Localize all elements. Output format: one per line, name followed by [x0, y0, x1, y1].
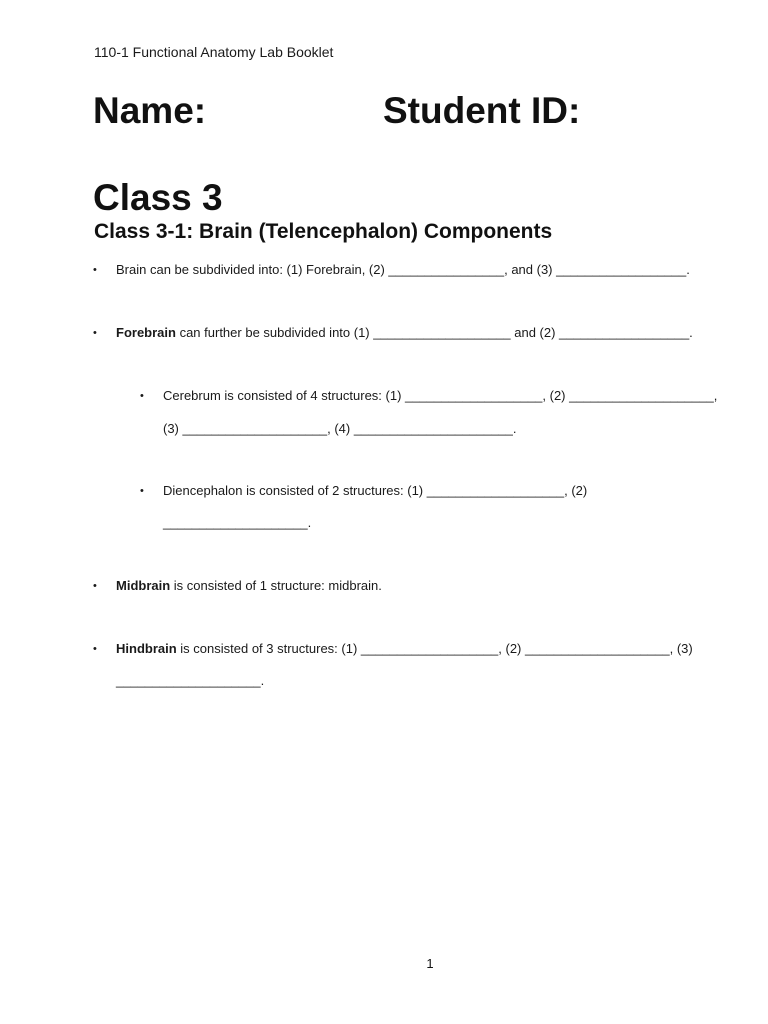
- hindbrain-term: Hindbrain: [116, 641, 177, 656]
- bullet-dot-icon: •: [93, 327, 97, 339]
- hindbrain-item-line2: ____________________.: [116, 673, 265, 688]
- hindbrain-text: is consisted of 3 structures: (1) ___________________, (2) ____________________, (3): [176, 641, 693, 656]
- bullet-dot-icon: •: [93, 264, 97, 276]
- forebrain-term: Forebrain: [116, 325, 176, 340]
- diencephalon-item-line1: Diencephalon is consisted of 2 structures: (1) ___________________, (2): [163, 483, 588, 498]
- midbrain-term: Midbrain: [116, 578, 171, 593]
- class-title: Class 3: [93, 177, 223, 218]
- bullet-dot-icon: •: [93, 643, 97, 655]
- section-title: Class 3-1: Brain (Telencephalon) Components: [94, 220, 553, 243]
- page-number: 1: [426, 956, 434, 971]
- hindbrain-item-line1: [116, 641, 693, 657]
- student-id-label: Student ID:: [383, 90, 581, 131]
- running-header: 110-1 Functional Anatomy Lab Booklet: [94, 44, 334, 60]
- midbrain-text: is consisted of 1 structure: midbrain.: [170, 578, 382, 593]
- bullet-dot-icon: •: [140, 485, 144, 497]
- diencephalon-item-line2: ____________________.: [163, 515, 312, 530]
- brain-subdivision-item: Brain can be subdivided into: (1) Forebrain, (2) ________________, and (3) __________________.: [116, 262, 690, 277]
- bullet-dot-icon: •: [140, 390, 144, 402]
- midbrain-item: [116, 578, 382, 594]
- bullet-dot-icon: •: [93, 580, 97, 592]
- forebrain-text: can further be subdivided into (1) ___________________ and (2) __________________.: [175, 325, 693, 340]
- forebrain-subdivision-item: [116, 325, 693, 341]
- cerebrum-item-line2: (3) ____________________, (4) ______________________.: [163, 421, 517, 436]
- name-label: Name:: [93, 90, 207, 131]
- cerebrum-item-line1: Cerebrum is consisted of 4 structures: (1) ___________________, (2) ____________________,: [163, 388, 718, 403]
- name-student-id-row: [93, 90, 733, 132]
